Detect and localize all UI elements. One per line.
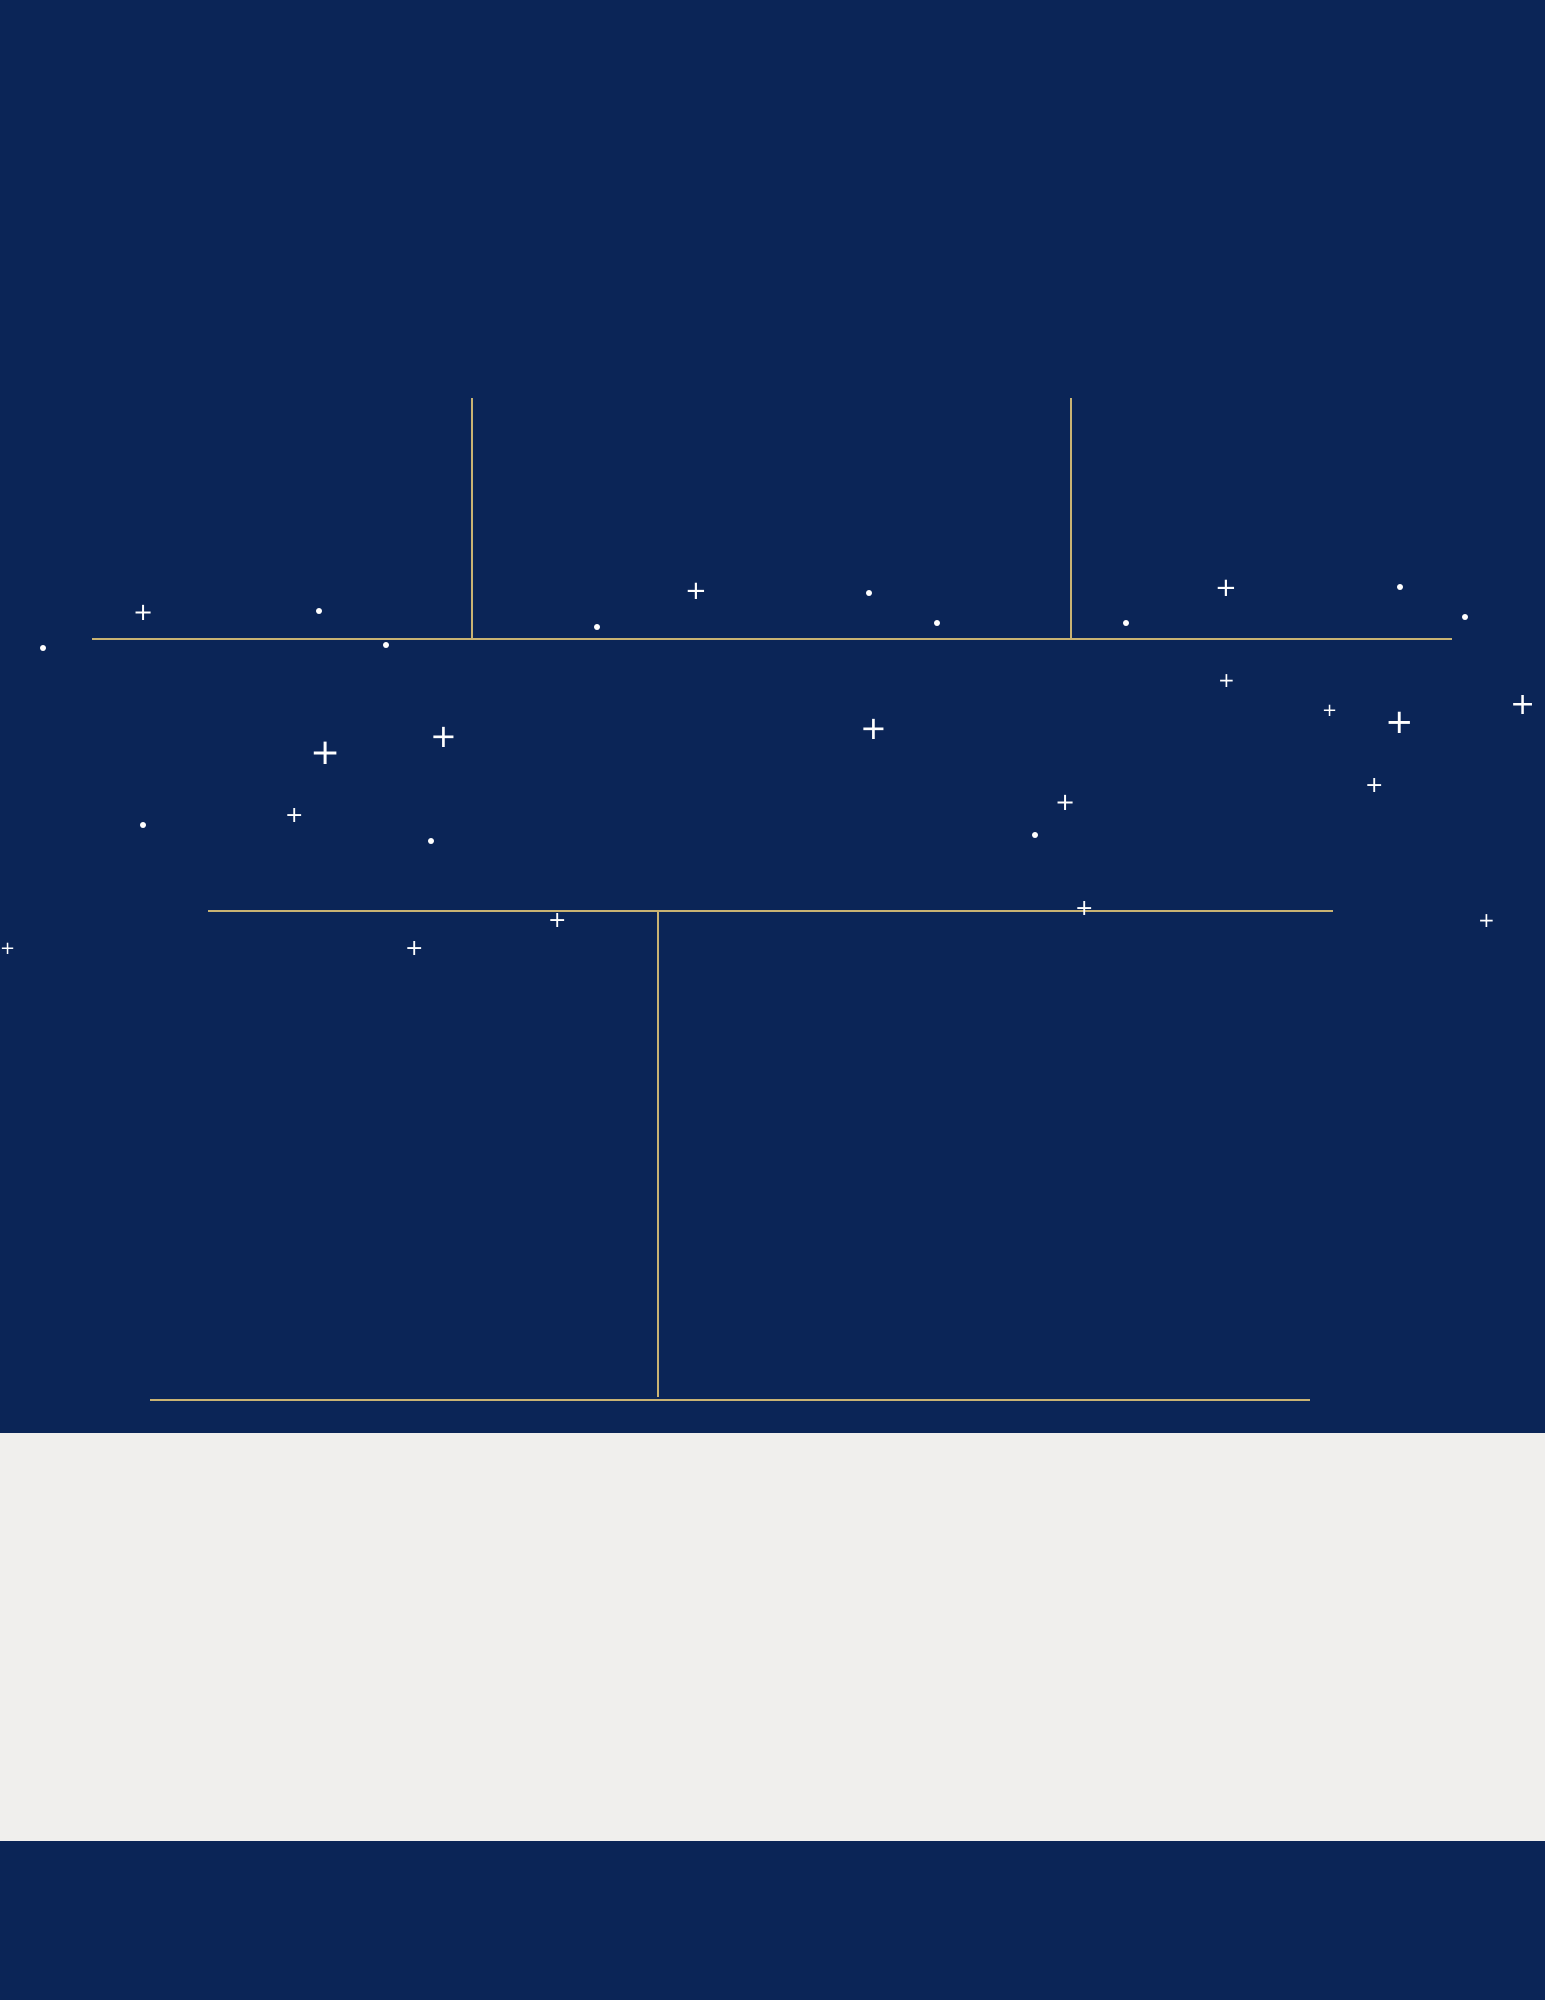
sparkle-icon: + [1365,773,1384,798]
sparkle-icon: + [1218,668,1235,692]
sparkle-icon: + [1510,687,1536,722]
sparkle-icon: + [548,908,567,933]
star-dot [40,645,46,651]
sparkle-icon: + [860,709,887,747]
sparkle-icon: + [285,803,304,828]
sparkle-icon: + [310,732,341,773]
sparkle-icon: + [1385,702,1414,742]
fund-description-band [0,1433,1545,1841]
sparkle-icon: + [430,717,457,755]
sparkle-icon: + [1055,788,1076,816]
star-dot [1032,832,1038,838]
star-dot [1397,584,1403,590]
sparkle-icon: + [1322,700,1338,721]
sparkle-icon: + [0,938,16,959]
star-dot [866,590,872,596]
star-dot [594,624,600,630]
lower-divider [657,912,659,1397]
sparkle-icon: + [685,576,707,606]
sparkle-icon: + [1215,573,1237,603]
star-dot [316,608,322,614]
star-dot [140,822,146,828]
star-dot [1462,614,1468,620]
stats-bottom-rule [92,638,1452,640]
lower-bottom-rule [150,1399,1310,1401]
stats-divider-1 [471,398,473,638]
sparkle-icon: + [405,936,424,961]
star-dot [383,642,389,648]
star-dot [934,620,940,626]
sparkle-icon: + [1075,896,1094,921]
total-bottom-rule [208,910,1333,912]
star-dot [428,838,434,844]
sparkle-icon: + [1478,908,1495,932]
star-dot [1123,620,1129,626]
sparkle-icon: + [133,598,154,626]
stats-divider-2 [1070,398,1072,638]
